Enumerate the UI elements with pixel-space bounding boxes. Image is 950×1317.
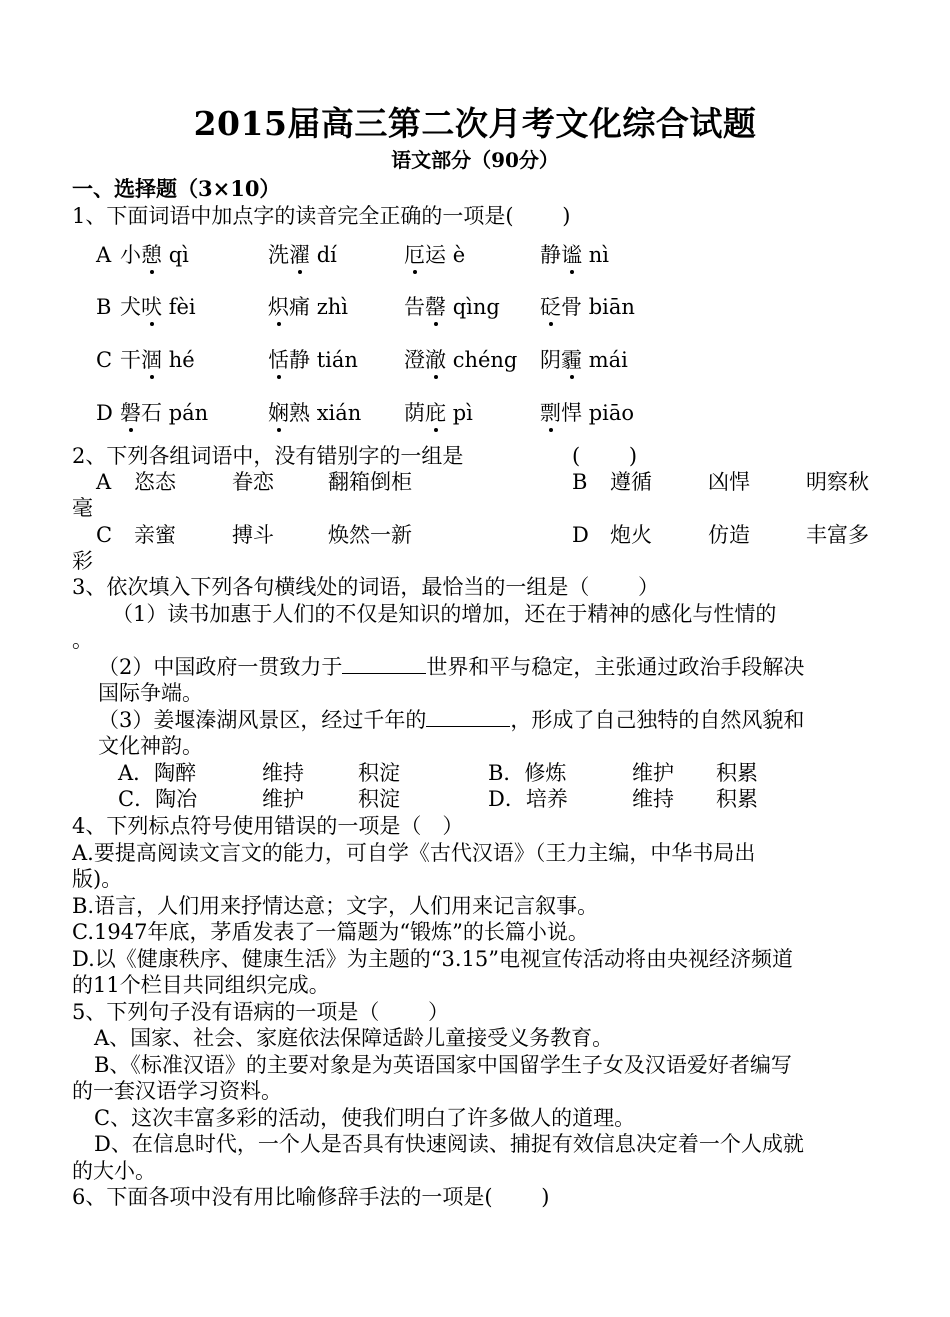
dotted-char: 濯: [289, 243, 310, 267]
option-letter: D: [96, 401, 113, 425]
section-heading: 一、选择题（3×10）: [72, 176, 281, 201]
dotted-char: 罄: [425, 295, 446, 319]
q3-sentence-1-wrap: 。: [72, 628, 93, 652]
dotted-char: 炽: [268, 295, 289, 319]
option-word: 搏斗: [232, 523, 274, 547]
option-word: 遵循: [610, 470, 652, 494]
option-letter: B: [96, 295, 112, 319]
q3-sentence-3: （3）姜堰溱湖风景区，经过千年的 ，形成了自己独特的自然风貌和: [98, 708, 805, 732]
q5-line: D、在信息时代，一个人是否具有快速阅读、捕捉有效信息决定着一个人成就: [94, 1132, 804, 1156]
dotted-char: 恬: [268, 348, 289, 372]
q5-line: A、国家、社会、家庭依法保障适龄儿童接受义务教育。: [94, 1026, 614, 1050]
option-word: 维持: [632, 787, 674, 811]
word-item: 荫庇 pì: [404, 401, 473, 425]
pinyin: dí: [316, 243, 337, 267]
option-word: 明察秋: [806, 470, 869, 494]
question-2-stem: 2、下列各组词语中，没有错别字的一组是 ( ): [72, 444, 638, 468]
pinyin: nì: [588, 243, 609, 267]
pinyin: pán: [168, 401, 209, 425]
pinyin: qì: [168, 243, 189, 267]
option-word: 凶悍: [708, 470, 750, 494]
question-4-stem: 4、下列标点符号使用错误的一项是（ ）: [72, 814, 464, 838]
option-word: 维护: [262, 787, 304, 811]
q5-line: B、《标准汉语》的主要对象是为英语国家中国留学生子女及汉语爱好者编写: [94, 1053, 792, 1077]
word-item: 洗濯 dí: [268, 243, 337, 267]
option-word: 炮火: [610, 523, 652, 547]
question-3-stem: 3、依次填入下列各句横线处的词语，最恰当的一组是（ ）: [72, 575, 660, 599]
pinyin: pì: [452, 401, 473, 425]
word-item: 砭骨 biān: [540, 295, 635, 319]
option-word: 积淀: [358, 761, 400, 785]
option-word: 恣态: [134, 470, 176, 494]
option-word: 亲蜜: [134, 523, 176, 547]
word-item: 干涸 hé: [120, 348, 195, 372]
fill-blank: [426, 708, 510, 727]
word-item: 娴熟 xián: [268, 401, 362, 425]
q5-line: 的大小。: [72, 1159, 156, 1183]
word-item: 炽痛 zhì: [268, 295, 348, 319]
q3-sentence-1: （1）读书加惠于人们的不仅是知识的增加，还在于精神的感化与性情的: [112, 602, 777, 626]
dotted-char: 吠: [141, 295, 162, 319]
dotted-char: 剽: [540, 401, 561, 425]
option-word: 积淀: [358, 787, 400, 811]
word-item: 磐石 pán: [120, 401, 209, 425]
option-letter: D: [572, 523, 589, 547]
word-item: 厄运 è: [404, 243, 466, 267]
word-item: 犬吠 fèi: [120, 295, 196, 319]
option-label: C．陶冶: [118, 787, 198, 811]
option-letter: A: [96, 470, 112, 494]
word-item: 剽悍 piāo: [540, 401, 635, 425]
word-item: 恬静 tián: [268, 348, 358, 372]
dotted-char: 砭: [540, 295, 561, 319]
pinyin: biān: [588, 295, 635, 319]
option-word: 积累: [716, 761, 758, 785]
q4-line: 的11个栏目共同组织完成。: [72, 973, 330, 997]
pinyin: fèi: [168, 295, 196, 319]
option-letter: B: [572, 470, 588, 494]
word-item: 告罄 qìng: [404, 295, 500, 319]
q3-sentence-2: （2）中国政府一贯致力于 世界和平与稳定，主张通过政治手段解决: [98, 655, 805, 679]
option-label: D．培养: [488, 787, 568, 811]
q4-line: 版)。: [72, 867, 123, 891]
dotted-char: 谧: [561, 243, 582, 267]
option-word: 丰富多: [806, 523, 869, 547]
question-5-stem: 5、下列句子没有语病的一项是（ ）: [72, 1000, 450, 1024]
option-word: 翻箱倒柜: [328, 470, 412, 494]
q4-line: A.要提高阅读文言文的能力，可自学《古代汉语》（王力主编，中华书局出: [72, 841, 756, 865]
page-subtitle: 语文部分（90分）: [391, 148, 559, 172]
option-letter: A: [96, 243, 112, 267]
option-word: 维持: [262, 761, 304, 785]
q4-line: C.1947年底，茅盾发表了一篇题为“锻炼”的长篇小说。: [72, 920, 589, 944]
question-6-stem: 6、下面各项中没有用比喻修辞手法的一项是( ): [72, 1185, 550, 1209]
answer-paren: ( ): [572, 444, 638, 468]
dotted-char: 涸: [141, 348, 162, 372]
option-word: 眷恋: [232, 470, 274, 494]
q3-sentence-3-wrap: 文化神韵。: [98, 734, 203, 758]
option-word: 维护: [632, 761, 674, 785]
pinyin: tián: [316, 348, 358, 372]
q3-sentence-2-wrap: 国际争端。: [98, 681, 203, 705]
q2-wrap-line: 毫: [72, 496, 93, 520]
dotted-char: 庇: [425, 401, 446, 425]
pinyin: qìng: [452, 295, 500, 319]
q4-line: B.语言，人们用来抒情达意；文字，人们用来记言叙事。: [72, 894, 599, 918]
pinyin: mái: [588, 348, 628, 372]
option-word: 积累: [716, 787, 758, 811]
dotted-char: 霾: [561, 348, 582, 372]
dotted-char: 磐: [120, 401, 141, 425]
word-item: 阴霾 mái: [540, 348, 628, 372]
q5-line: 的一套汉语学习资料。: [72, 1079, 282, 1103]
word-item: 静谧 nì: [540, 243, 609, 267]
pinyin: piāo: [588, 401, 635, 425]
q4-line: D.以《健康秩序、健康生活》为主题的“3.15”电视宣传活动将由央视经济频道: [72, 947, 793, 971]
fill-blank: [342, 655, 426, 674]
option-word: 焕然一新: [328, 523, 412, 547]
option-label: B．修炼: [488, 761, 567, 785]
word-item: 小憩 qì: [120, 243, 189, 267]
pinyin: zhì: [316, 295, 348, 319]
option-letter: C: [96, 523, 113, 547]
option-letter: C: [96, 348, 113, 372]
page-title: 2015届高三第二次月考文化综合试题: [193, 104, 757, 143]
pinyin: è: [452, 243, 466, 267]
pinyin: chéng: [452, 348, 518, 372]
option-label: A．陶醉: [118, 761, 197, 785]
question-1-stem: 1、下面词语中加点字的读音完全正确的一项是( ): [72, 204, 571, 228]
pinyin: xián: [316, 401, 362, 425]
word-item: 澄澈 chéng: [404, 348, 518, 372]
dotted-char: 憩: [141, 243, 162, 267]
dotted-char: 娴: [268, 401, 289, 425]
pinyin: hé: [168, 348, 195, 372]
option-word: 仿造: [708, 523, 750, 547]
dotted-char: 厄: [404, 243, 425, 267]
q2-wrap-line: 彩: [72, 549, 93, 573]
q5-line: C、这次丰富多彩的活动，使我们明白了许多做人的道理。: [94, 1106, 636, 1130]
dotted-char: 澈: [425, 348, 446, 372]
